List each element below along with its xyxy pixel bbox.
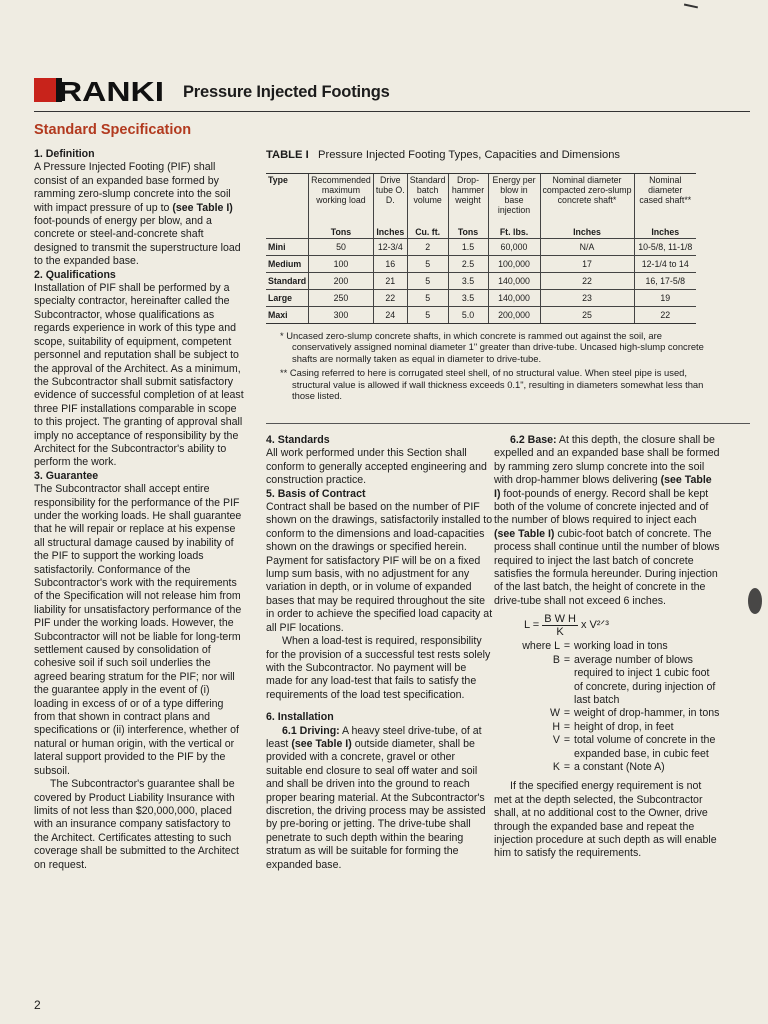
equals-sign: =: [563, 734, 571, 747]
basis-paragraph-2: When a load-test is required, responsibility for the provision of a successful test rests solely with the Subcontractor. No payment will be made for any load-test that fails to satisfy the requirements of the load test specification.: [266, 635, 491, 701]
variable-definition: weight of drop-hammer, in tons: [574, 707, 720, 720]
table-cell: N/A: [540, 239, 634, 256]
pif-types-table: [266, 173, 696, 324]
guarantee-heading: 3. Guarantee: [34, 469, 99, 482]
table-cell: Standard: [266, 273, 309, 290]
column-right: [494, 434, 720, 861]
table-row: [266, 239, 696, 256]
table-cell: 10-5/8, 11-1/8: [634, 239, 696, 256]
table-cell: 60,000: [488, 239, 540, 256]
table-unit-cell: Tons: [309, 220, 374, 239]
table-header-cell: Drive tube O. D.: [373, 174, 407, 221]
table-unit-cell: Tons: [448, 220, 488, 239]
footnote-2: ** Casing referred to here is corrugated steel shell, of no structural value. When steel pipe is used, structural value is allowed if wall thickness exceeds 0.1", resulting in diameters somewhat less than those listed.: [280, 367, 704, 402]
table-caption: TABLE I Pressure Injected Footing Types, Capacities and Dimensions: [266, 149, 621, 161]
table-header-cell: Recommended maximum working load: [309, 174, 374, 221]
load-formula: L = $\frac{\text{B W H}}{K}$ x V²ᐟ³: [524, 613, 609, 639]
table-cell: 12-3/4: [373, 239, 407, 256]
variable-symbol: V: [552, 734, 560, 747]
variable-definition: total volume of concrete in the expanded base, in cubic feet: [574, 734, 716, 760]
table-unit-cell: Inches: [373, 220, 407, 239]
variable-symbol: where L: [522, 640, 560, 653]
table-header-row: [266, 174, 696, 221]
table-cell: 3.5: [448, 290, 488, 307]
basis-paragraph: Contract shall be based on the number of PIF shown on the drawings, satisfactorily installed to conform to the dimensions and load-capacities shown on the drawings or specified herein. Payment for satisfactory PIF will be on a fixed lump sum basis, with no adjustment for any variation in depth, or in volume of expanded bases that may be required throughout the site in order to achieve the specified load capacity at all PIF locations.: [266, 501, 493, 634]
table-header-cell: Nominal diameter cased shaft**: [634, 174, 696, 221]
table-cell: 5: [407, 273, 448, 290]
table-row: [266, 307, 696, 324]
page-title: Pressure Injected Footings: [183, 83, 390, 101]
table-cell: 16: [373, 256, 407, 273]
table-cell: 12-1/4 to 14: [634, 256, 696, 273]
variable-definition: height of drop, in feet: [574, 720, 674, 733]
table-cell: Maxi: [266, 307, 309, 324]
table-cell: Large: [266, 290, 309, 307]
basis-heading: 5. Basis of Contract: [266, 487, 366, 500]
table-cell: 25: [540, 307, 634, 324]
table-cell: 200: [309, 273, 374, 290]
variable-symbol: B: [552, 653, 560, 666]
table-cell: 5.0: [448, 307, 488, 324]
definition-paragraph: A Pressure Injected Footing (PIF) shall consist of an expanded base formed by ramming zero-slump concrete into the soil with impact pressure of up to (see Table I) foot-pounds of energy per blow, and a concrete or steel-and-concrete shaft designed to transmit the superstructure load to the expanded base.: [34, 161, 241, 268]
table-unit-cell: [266, 220, 309, 239]
table-cell: Medium: [266, 256, 309, 273]
qualifications-paragraph: Installation of PIF shall be performed by a specialty contractor, hereinafter called the Subcontractor, whose qualifications as regards experience in work of this type and scope, suitability of equipment, competent personnel and reputation shall be subject to the approval of the Architect. As a minimum, the Subcontractor shall submit satisfactory evidence of successful completion of at least three PIF installations comparable in scope to this project. The granting of approval shall imply no acceptance of responsibility by the Architect for the Subcontractor's ability to perform the work.: [34, 282, 244, 469]
margin-mark: [684, 4, 698, 8]
definition-heading: 1. Definition: [34, 148, 95, 160]
table-cell: 140,000: [488, 290, 540, 307]
franki-logo: [34, 76, 166, 104]
variable-symbol: K: [552, 760, 560, 773]
svg-text:RANKI: RANKI: [58, 76, 164, 104]
table-cell: 16, 17-5/8: [634, 273, 696, 290]
table-row: [266, 256, 696, 273]
table-header-cell: Drop-hammer weight: [448, 174, 488, 221]
guarantee-paragraph: The Subcontractor shall accept entire responsibility for the performance of the PIF under the working loads. He shall guarantee that he will repair or replace at his expense all structural damage caused by inability of the PIF to support the working loads satisfactorily. Conformance of the Subcontractor's work with the requirements of the Specification will not release him from liability for unsatisfactory performance of the PIF under the working loads. However, the Subcontractor will not be liable for long-term settlement caused by consolidation of cohesive soil if such soil underlies the agreed bearing stratum for the PIF; nor will the guarantee apply in the event of (i) loading in excess of or of a type differing from that shown in contract plans and specifications or (ii) interference, whether of natural or human origin, with the vertical or lateral support provided to the PIF by the subsoil.: [34, 483, 242, 777]
page-number: 2: [34, 998, 41, 1012]
variable-symbol: W: [550, 707, 560, 720]
table-header-cell: Type: [266, 174, 309, 221]
section-divider: [266, 423, 750, 424]
header-divider: [34, 111, 750, 112]
table-cell: 2: [407, 239, 448, 256]
table-cell: 140,000: [488, 273, 540, 290]
column-left: [34, 148, 246, 872]
table-cell: 22: [540, 273, 634, 290]
base-paragraph: 6.2 Base: At this depth, the closure shall be expelled and an expanded base shall be formed by ramming zero slump concrete into the soil with drop-hammer blows delivering (see Table I) foot-pounds of energy. Record shall be kept both of the volume of concrete injected and of the number of blows required to inject each (see Table I) cubic-foot batch of concrete. The process shall continue until the number of blows required to inject the last batch of concrete satisfies the formula hereunder. During injection of the last batch, the height of concrete in the drive-tube shall not exceed 6 inches.: [494, 434, 720, 607]
qualifications-heading: 2. Qualifications: [34, 268, 116, 281]
table-cell: 5: [407, 256, 448, 273]
table-footnotes: [278, 330, 718, 404]
standards-heading: 4. Standards: [266, 434, 330, 446]
installation-heading: 6. Installation: [266, 711, 334, 724]
table-cell: Mini: [266, 239, 309, 256]
closing-paragraph: If the specified energy requirement is not met at the depth selected, the Subcontractor shall, at no additional cost to the Owner, drive through the expanded base and repeat the injection procedure at such depth as will enable him to satisfy the requirements.: [494, 780, 717, 860]
table-cell: 50: [309, 239, 374, 256]
standards-paragraph: All work performed under this Section shall conform to generally accepted engineering and construction practice.: [266, 447, 487, 487]
table-cell: 100: [309, 256, 374, 273]
table-cell: 21: [373, 273, 407, 290]
table-unit-cell: Ft. lbs.: [488, 220, 540, 239]
table-unit-cell: Inches: [540, 220, 634, 239]
table-cell: 1.5: [448, 239, 488, 256]
table-cell: 300: [309, 307, 374, 324]
table-cell: 19: [634, 290, 696, 307]
table-header-cell: Energy per blow in base injection: [488, 174, 540, 221]
equals-sign: =: [563, 640, 571, 653]
table-cell: 2.5: [448, 256, 488, 273]
table-unit-cell: Cu. ft.: [407, 220, 448, 239]
table-cell: 200,000: [488, 307, 540, 324]
equals-sign: =: [563, 653, 571, 666]
table-header-cell: Standard batch volume: [407, 174, 448, 221]
table-row: [266, 290, 696, 307]
table-cell: 23: [540, 290, 634, 307]
table-cell: 17: [540, 256, 634, 273]
table-row: [266, 273, 696, 290]
table-cell: 22: [373, 290, 407, 307]
table-cell: 5: [407, 290, 448, 307]
guarantee-paragraph-2: The Subcontractor's guarantee shall be covered by Product Liability Insurance with limits of not less than $20,000,000, placed with an insurance company satisfactory to the Architect. Certificates attesting to such coverage shall be submitted to the Architect on request.: [34, 778, 239, 871]
equals-sign: =: [563, 720, 571, 733]
column-middle: [266, 434, 494, 872]
equals-sign: =: [563, 707, 571, 720]
where-label: where: [522, 640, 552, 653]
variable-symbol: H: [552, 720, 560, 733]
variable-definition: average number of blows required to inject 1 cubic foot of concrete, during injection of last batch: [574, 653, 716, 706]
table-cell: 24: [373, 307, 407, 324]
section-title: Standard Specification: [34, 122, 192, 138]
footnote-1: * Uncased zero-slump concrete shafts, in which concrete is rammed out against the soil, are conservatively assigned nominal diameter 1" greater than drive-tube. Uncased high-slump concrete shafts are normally taken as equal in diameter to drive-tube.: [280, 330, 704, 364]
equals-sign: =: [563, 760, 571, 773]
variable-definition: a constant (Note A): [574, 760, 665, 773]
table-units-row: [266, 220, 696, 239]
table-cell: 5: [407, 307, 448, 324]
table-unit-cell: Inches: [634, 220, 696, 239]
driving-paragraph: 6.1 Driving: A heavy steel drive-tube, of at least (see Table I) outside diameter, shall be provided with a concrete, gravel or other suitable end closure to seal off water and soil and shall be driven into the ground to reach proper bearing material. At the Subcontractor's discretion, the driving process may be assisted by pre-boring or jetting. The drive-tube shall penetrate to such depth within the bearing stratum as will be suitable for forming the expanded base.: [266, 724, 486, 871]
logo-red-block: [34, 78, 56, 102]
table-header-cell: Nominal diameter compacted zero-slump concrete shaft*: [540, 174, 634, 221]
formula-variables: [494, 640, 720, 774]
page-blemish: [748, 588, 762, 614]
variable-definition: working load in tons: [574, 640, 668, 653]
table-cell: 3.5: [448, 273, 488, 290]
table-cell: 250: [309, 290, 374, 307]
table-cell: 22: [634, 307, 696, 324]
table-cell: 100,000: [488, 256, 540, 273]
